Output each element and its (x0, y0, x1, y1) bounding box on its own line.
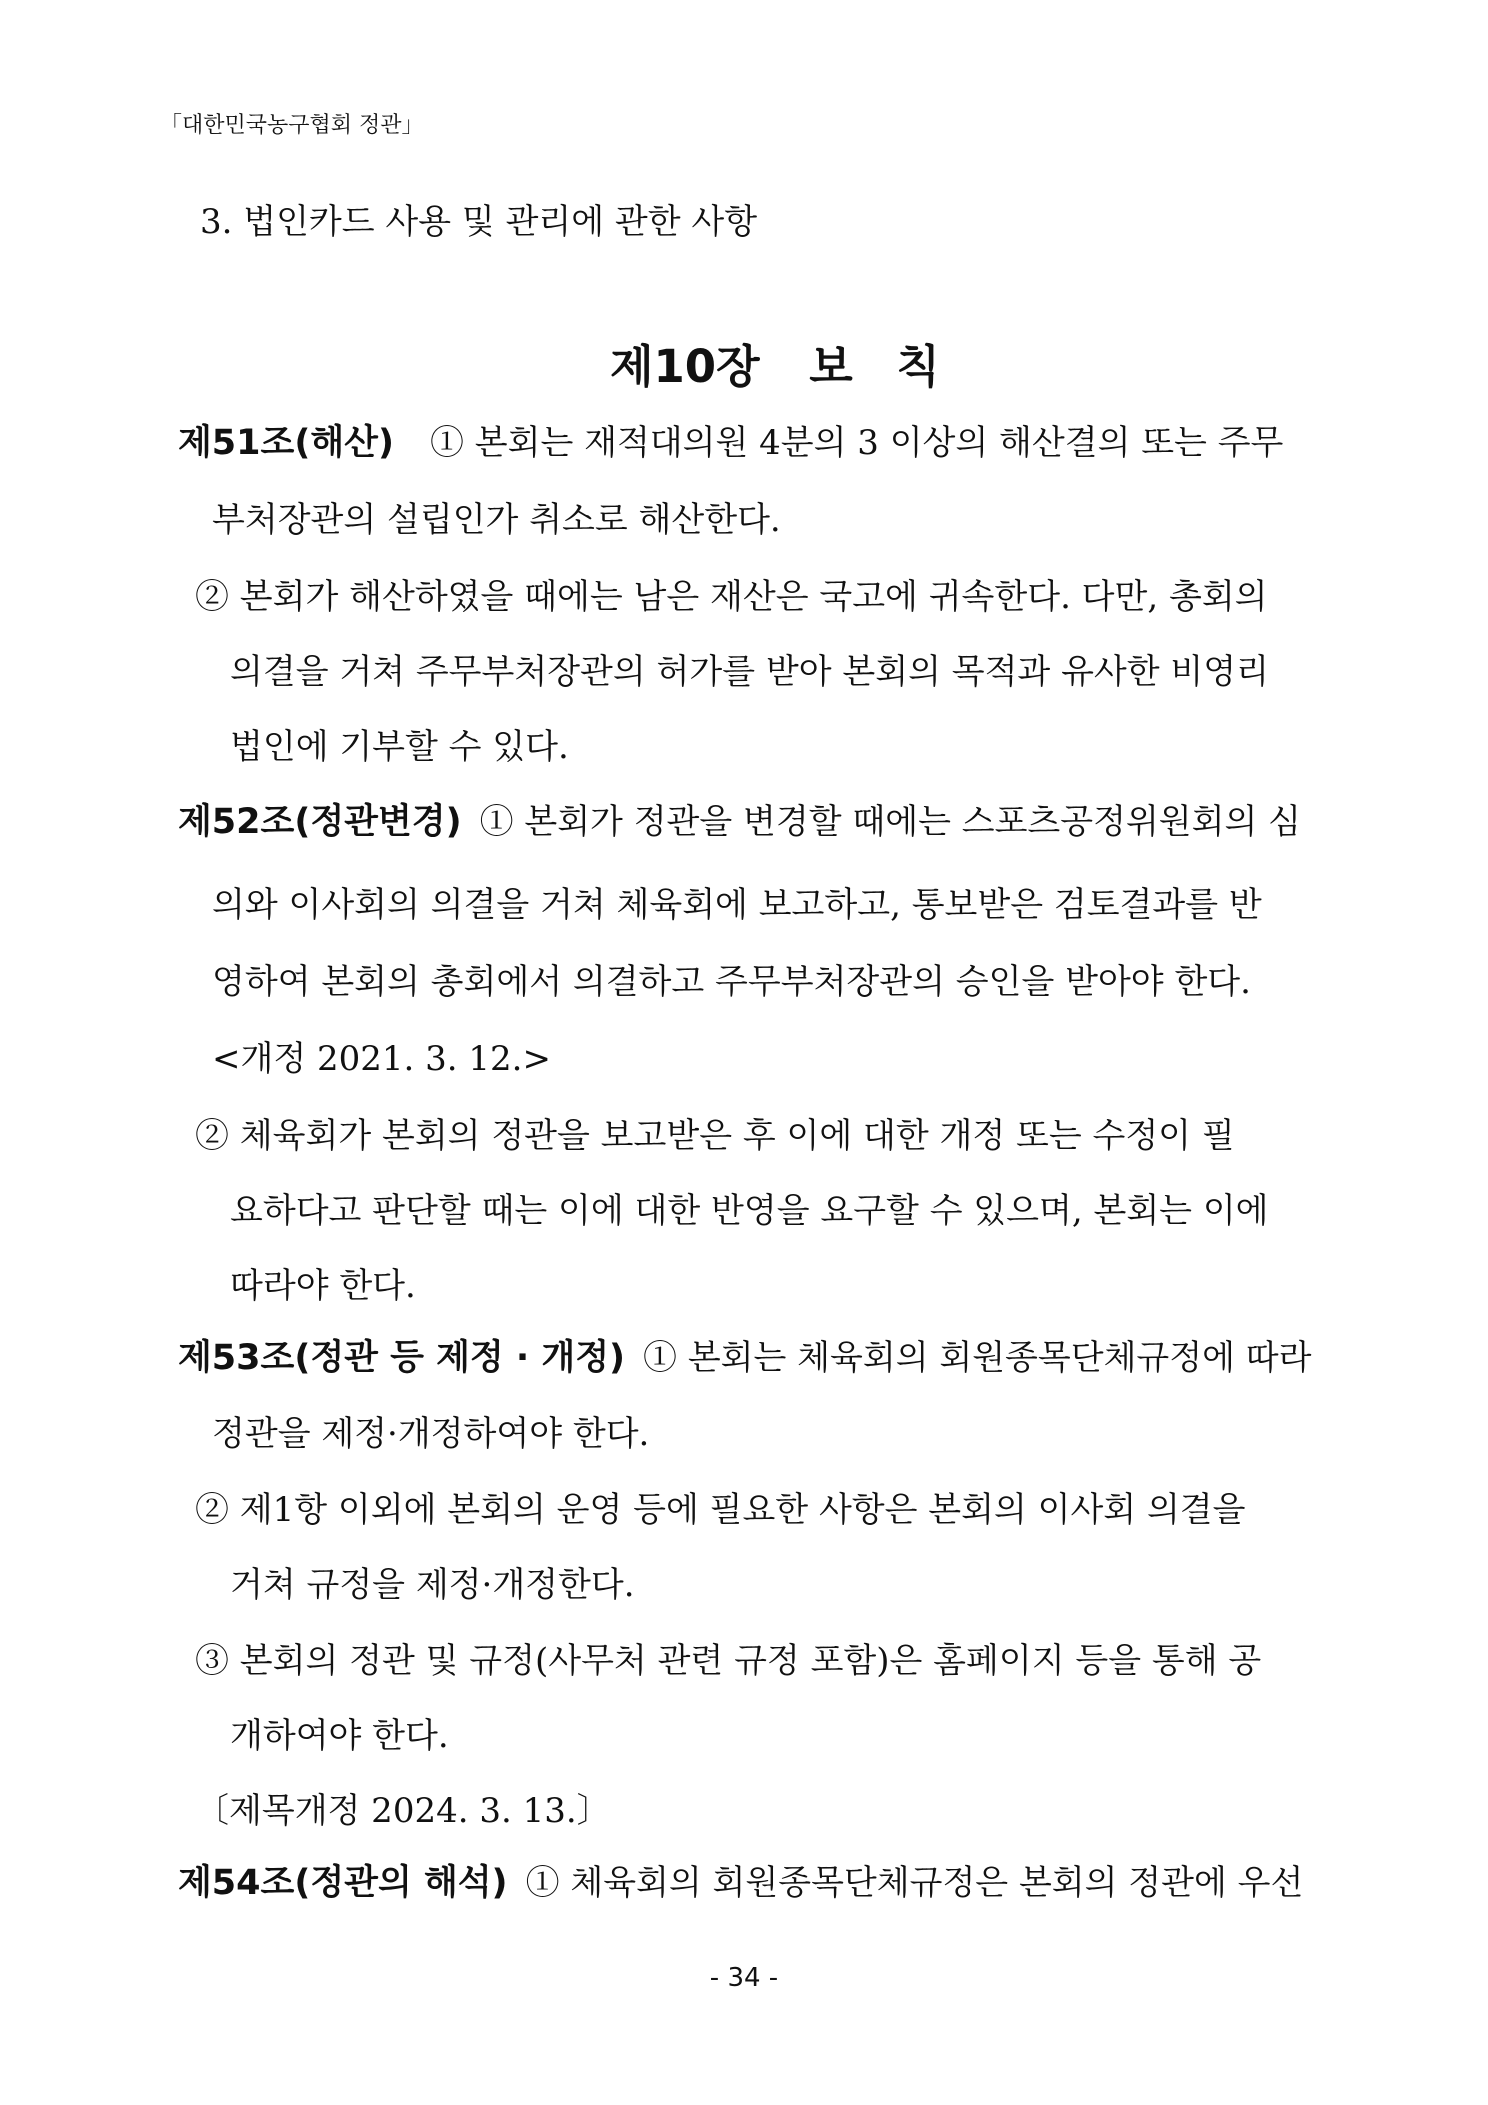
article-53-title-amendment-note: 〔제목개정 2024. 3. 13.〕 (195, 1791, 611, 1831)
article-53-heading: 제53조(정관 등 제정 · 개정) (178, 1338, 626, 1378)
article-52-heading: 제52조(정관변경) (178, 802, 462, 842)
article-52-first-line (178, 802, 1314, 842)
article-52-para-2-line-1: ② 체육회가 본회의 정관을 보고받은 후 이에 대한 개정 또는 수정이 필 (195, 1116, 1235, 1156)
article-51-first-line (178, 423, 1314, 463)
chapter-number: 제10장 (610, 340, 760, 393)
article-51-para-1-line-1: ① 본회는 재적대의원 4분의 3 이상의 해산결의 또는 주무 (429, 423, 1284, 463)
intro-list-item: 3. 법인카드 사용 및 관리에 관한 사항 (200, 202, 758, 242)
article-53-para-2-line-1: ② 제1항 이외에 본회의 운영 등에 필요한 사항은 본회의 이사회 의결을 (195, 1490, 1246, 1530)
article-51-heading: 제51조(해산) (178, 423, 394, 463)
article-54-para-1-line-1: ① 체육회의 회원종목단체규정은 본회의 정관에 우선 (525, 1863, 1304, 1903)
article-51-para-2-line-1: ② 본회가 해산하였을 때에는 남은 재산은 국고에 귀속한다. 다만, 총회의 (195, 577, 1268, 617)
article-51-para-1-line-2: 부처장관의 설립인가 취소로 해산한다. (212, 500, 781, 540)
page-number: - 34 - (709, 1963, 779, 1993)
article-52-para-1-line-1: ① 본회가 정관을 변경할 때에는 스포츠공정위원회의 심 (479, 802, 1301, 842)
article-51-para-2-line-3: 법인에 기부할 수 있다. (230, 727, 569, 767)
article-52-para-1-line-2: 의와 이사회의 의결을 거쳐 체육회에 보고하고, 통보받은 검토결과를 반 (212, 885, 1262, 925)
document-header: 「대한민국농구협회 정관」 (160, 113, 424, 138)
article-53-para-1-line-1: ① 본회는 체육회의 회원종목단체규정에 따라 (643, 1338, 1312, 1378)
article-54-first-line (178, 1863, 1314, 1903)
article-53-first-line (178, 1338, 1314, 1378)
article-53-para-2-line-2: 거쳐 규정을 제정·개정한다. (230, 1565, 635, 1605)
chapter-title-char-2: 칙 (896, 340, 940, 393)
article-54-heading: 제54조(정관의 해석) (178, 1863, 508, 1903)
article-52-para-2-line-3: 따라야 한다. (230, 1266, 416, 1306)
chapter-title-char-1: 보 (809, 340, 853, 393)
article-52-amendment-note: <개정 2021. 3. 12.> (212, 1039, 551, 1079)
article-52-para-1-line-3: 영하여 본회의 총회에서 의결하고 주무부처장관의 승인을 받아야 한다. (212, 962, 1251, 1002)
chapter-heading (610, 330, 940, 395)
article-53-para-3-line-1: ③ 본회의 정관 및 규정(사무처 관련 규정 포함)은 홈페이지 등을 통해 공 (195, 1641, 1262, 1681)
article-53-para-3-line-2: 개하여야 한다. (230, 1716, 449, 1756)
article-51-para-2-line-2: 의결을 거쳐 주무부처장관의 허가를 받아 본회의 목적과 유사한 비영리 (230, 652, 1269, 692)
article-53-para-1-line-2: 정관을 제정·개정하여야 한다. (212, 1414, 650, 1454)
article-52-para-2-line-2: 요하다고 판단할 때는 이에 대한 반영을 요구할 수 있으며, 본회는 이에 (230, 1191, 1269, 1231)
